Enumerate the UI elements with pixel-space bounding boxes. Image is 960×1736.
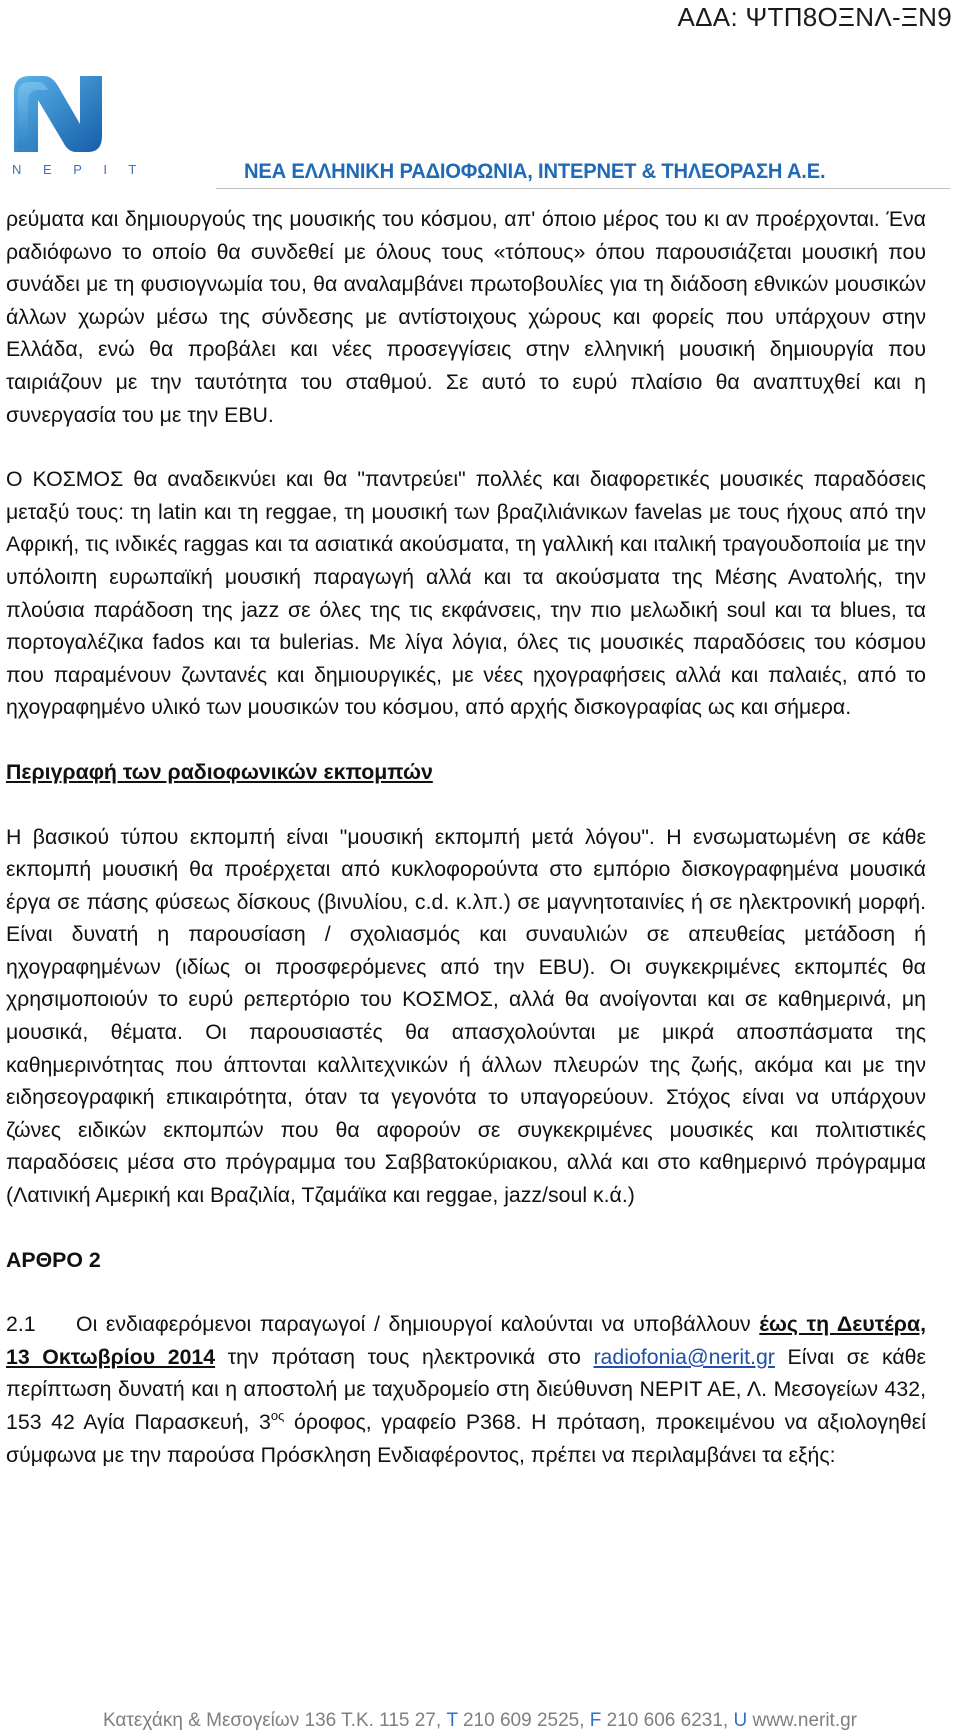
section-heading-text: Περιγραφή των ραδιοφωνικών εκπομπών	[6, 759, 433, 784]
ada-code: ΑΔΑ: ΨΤΠ8ΟΞΝΛ-ΞΝ9	[677, 2, 952, 32]
spacer	[6, 724, 926, 756]
header-divider	[216, 188, 950, 189]
spacer	[6, 789, 926, 821]
clause-text-4: όροφος, γραφείο Ρ368. Η πρόταση, προκειμένου να αξιολογηθεί σύμφωνα με την παρούσα Πρόσκληση Ενδιαφέροντος, πρέπει να περιλαμβάνει τα εξής:	[6, 1410, 926, 1467]
logo-letters: N E P I T	[12, 162, 146, 177]
paragraph-2-1	[6, 1308, 926, 1471]
spacer	[6, 1276, 926, 1308]
footer-phone: 210 609 2525,	[462, 1710, 585, 1731]
document-body	[6, 203, 926, 1471]
footer-u-label: U	[733, 1710, 748, 1731]
article-heading	[6, 1244, 926, 1277]
footer-fax: 210 606 6231,	[606, 1710, 729, 1731]
footer-website[interactable]: www.nerit.gr	[752, 1710, 858, 1731]
paragraph-intro: ρεύματα και δημιουργούς της μουσικής του κόσμου, απ' όποιο μέρος του κι αν προέρχονται. Ένα ραδιόφωνο το οποίο θα συνδεθεί με όλους τους «τόπους» όπου παρουσιάζεται μουσική που συνάδει με τη φυσιογνωμία του, θα αναλαμβάνει πρωτοβουλίες για τη διάδοση εθνικών μουσικών άλλων χωρών μέσω της σύνδεσης με αντίστοιχους χώρους και φορείς που υπάρχουν στην Ελλάδα, ενώ θα προβάλει και νέες προσεγγίσεις στην ελληνική μουσική δημιουργία που ταιριάζουν με την ταυτότητα του σταθμού. Σε αυτό το ευρύ πλαίσιο θα αναπτυχθεί και η συνεργασία του με την EBU.	[6, 207, 926, 427]
footer-address: Κατεχάκη & Μεσογείων 136 Τ.Κ. 115 27,	[102, 1710, 442, 1731]
email-link[interactable]: radiofonia@nerit.gr	[593, 1344, 775, 1369]
footer-t-label: T	[446, 1710, 458, 1731]
deadline-text: έως τη Δευτέρα, 13 Οκτωβρίου 2014	[6, 1312, 926, 1369]
nerit-logo	[8, 70, 146, 182]
section-heading	[6, 756, 926, 789]
spacer	[6, 1212, 926, 1244]
floor-superscript: ος	[270, 1408, 285, 1423]
nerit-n-icon	[8, 70, 112, 160]
article-heading-text: ΑΡΘΡΟ 2	[6, 1247, 101, 1272]
organization-name: ΝΕΑ ΕΛΛΗΝΙΚΗ ΡΑΔΙΟΦΩΝΙΑ, ΙΝΤΕΡΝΕΤ & ΤΗΛΕΟΡΑΣΗ Α.Ε.	[244, 160, 826, 183]
clause-number: 2.1	[6, 1312, 36, 1337]
paragraph-kosmos: Ο ΚΟΣΜΟΣ θα αναδεικνύει και θα "παντρεύει" πολλές και διαφορετικές μουσικές παραδόσεις μεταξύ τους: τη latin και τη reggae, τη μουσική των βραζιλιάνικων favelas με τους ήχους από την Αφρική, τις ινδικές raggas και τα ασιατικά ακούσματα, τη γαλλική και ιταλική τραγουδοποιία με την υπόλοιπη ευρωπαϊκή μουσική παραγωγή αλλά και τα ακούσματα της Μέσης Ανατολής, την πλούσια παράδοση της jazz σε όλες της τις εκφάνσεις, την πιο μελωδική soul και τα blues, τα πορτογαλέζικα fados και τα bulerias. Με λίγα λόγια, όλες τις μουσικές παραδόσεις του κόσμου που παραμένουν ζωντανές και δημιουργικές, με νέες ηχογραφήσεις αλλά και παλαιές, από το ηχογραφημένο υλικό των μουσικών του κόσμου, από αρχής δισκογραφίας ως και σήμερα.	[6, 467, 926, 720]
page-footer	[0, 1710, 960, 1732]
clause-text-2: την πρόταση τους ηλεκτρονικά στο	[227, 1344, 581, 1369]
clause-text-1: Οι ενδιαφερόμενοι παραγωγοί / δημιουργοί καλούνται να υποβάλλουν	[76, 1312, 751, 1337]
spacer	[6, 431, 926, 463]
footer-f-label: F	[589, 1710, 602, 1731]
paragraph-broadcasts: Η βασικού τύπου εκπομπή είναι "μουσική εκπομπή μετά λόγου". Η ενσωματωμένη σε κάθε εκπομπή μουσική θα προέρχεται από κυκλοφορούντα στο εμπόριο δισκογραφημένα μουσικά έργα σε πάσης φύσεως δίσκους (βινυλίου, c.d. κ.λπ.) σε μαγνητοταινίες ή σε ηλεκτρονική μορφή. Είναι δυνατή η παρουσίαση / σχολιασμός και συναυλιών σε απευθείας μετάδοση ή ηχογραφημένων (ιδίως οι προσφερόμενες από την EBU). Οι συγκεκριμένες εκπομπές θα χρησιμοποιούν το ευρύ ρεπερτόριο του ΚΟΣΜΟΣ, αλλά θα ανοίγονται και σε καθημερινά, μη μουσικά, θέματα. Οι παρουσιαστές θα απασχολούνται με μικρά αποσπάσματα της καθημερινότητας που άπτονται καλλιτεχνικών ή άλλων πλευρών της ζωής, ακόμα και με την ειδησεογραφική επικαιρότητα, όταν τα γεγονότα το υπαγορεύουν. Στόχος είναι να υπάρχουν ζώνες ειδικών εκπομπών που θα αφορούν σε συγκεκριμένες μουσικές και πολιτιστικές παραδόσεις μέσα στο πρόγραμμα του Σαββατοκύριακου, αλλά και στο καθημερινό πρόγραμμα (Λατινική Αμερική και Βραζιλία, Τζαμάϊκα και reggae, jazz/soul κ.ά.)	[6, 824, 926, 1208]
clause-text-3: Είναι σε κάθε περίπτωση δυνατή και η αποστολή με ταχυδρομείο στη διεύθυνση ΝΕΡΙΤ ΑΕ, Λ. Μεσογείων 432, 153 42 Αγία Παρασκευή, 3	[6, 1344, 927, 1434]
